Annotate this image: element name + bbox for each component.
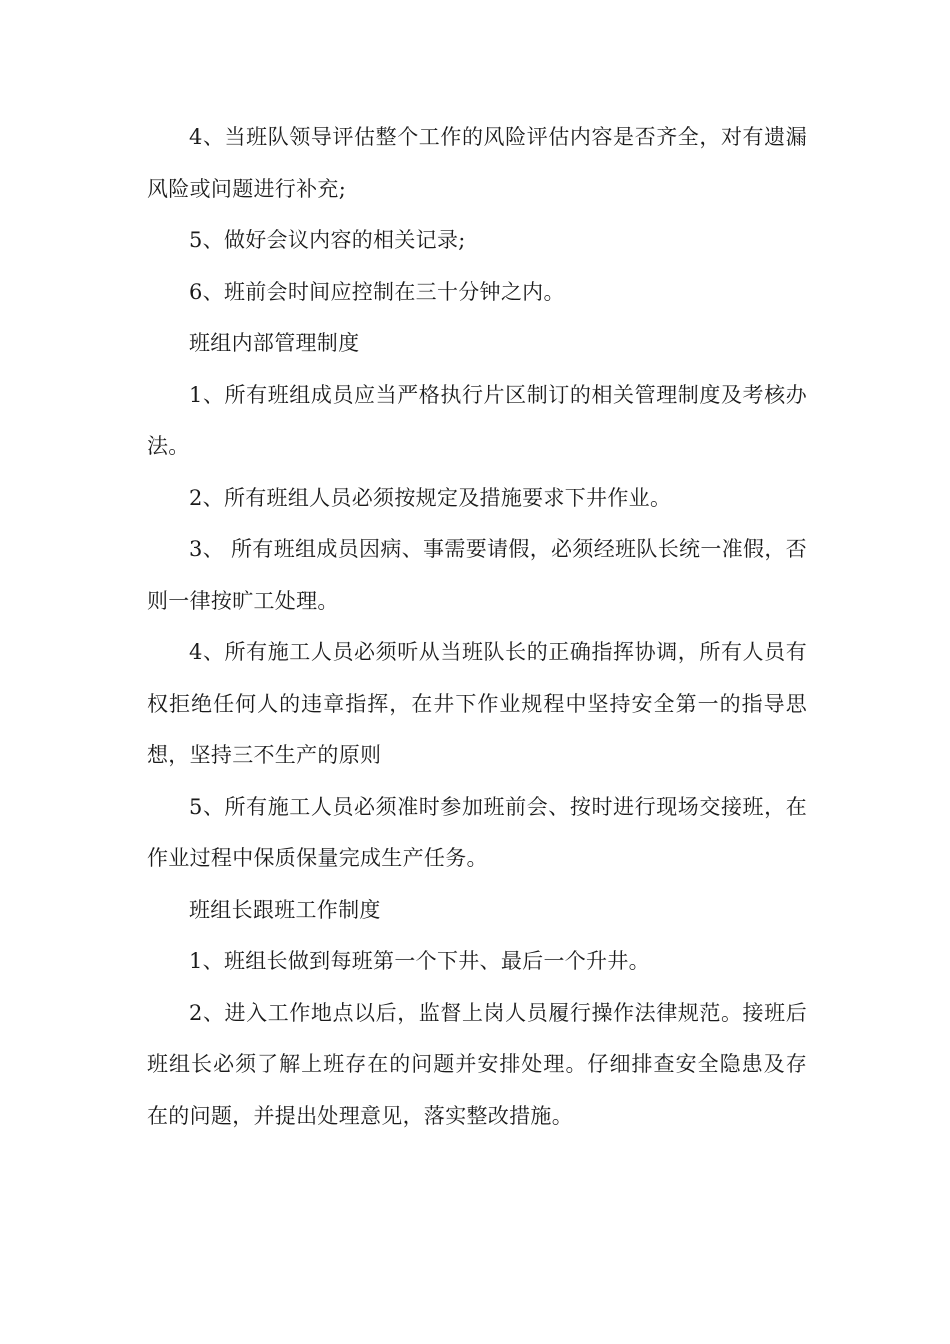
paragraph-leader-rule-2: 2、进入工作地点以后，监督上岗人员履行操作法律规范。接班后班组长必须了解上班存在的问题并安排处理。仔细排查安全隐患及存在的问题，并提出处理意见，落实整改措施。: [147, 1000, 807, 1128]
paragraph-rule-3: 3、 所有班组成员因病、事需要请假，必须经班队长统一准假，否则一律按旷工处理。: [147, 537, 807, 613]
section-heading-team-leader-shift: 班组长跟班工作制度: [189, 897, 381, 922]
paragraph-meeting-record: 5、做好会议内容的相关记录;: [189, 228, 466, 252]
paragraph-rule-5: 5、所有施工人员必须准时参加班前会、按时进行现场交接班，在作业过程中保质保量完成生产任务。: [147, 794, 807, 870]
paragraph-leader-rule-1: 1、班组长做到每班第一个下井、最后一个升井。: [189, 949, 650, 973]
paragraph-rule-1: 1、所有班组成员应当严格执行片区制订的相关管理制度及考核办法。: [147, 382, 807, 458]
paragraph-rule-2: 2、所有班组人员必须按规定及措施要求下井作业。: [189, 485, 672, 510]
document-body: [147, 112, 807, 1142]
paragraph-meeting-time: 6、班前会时间应控制在三十分钟之内。: [189, 279, 565, 304]
paragraph-risk-assessment: 4、当班队领导评估整个工作的风险评估内容是否齐全，对有遗漏风险或问题进行补充;: [147, 125, 807, 201]
section-heading-internal-management: 班组内部管理制度: [189, 331, 360, 355]
paragraph-rule-4: 4、所有施工人员必须听从当班队长的正确指挥协调，所有人员有权拒绝任何人的违章指挥，在井下作业规程中坚持安全第一的指导思想，坚持三不生产的原则: [147, 640, 807, 767]
